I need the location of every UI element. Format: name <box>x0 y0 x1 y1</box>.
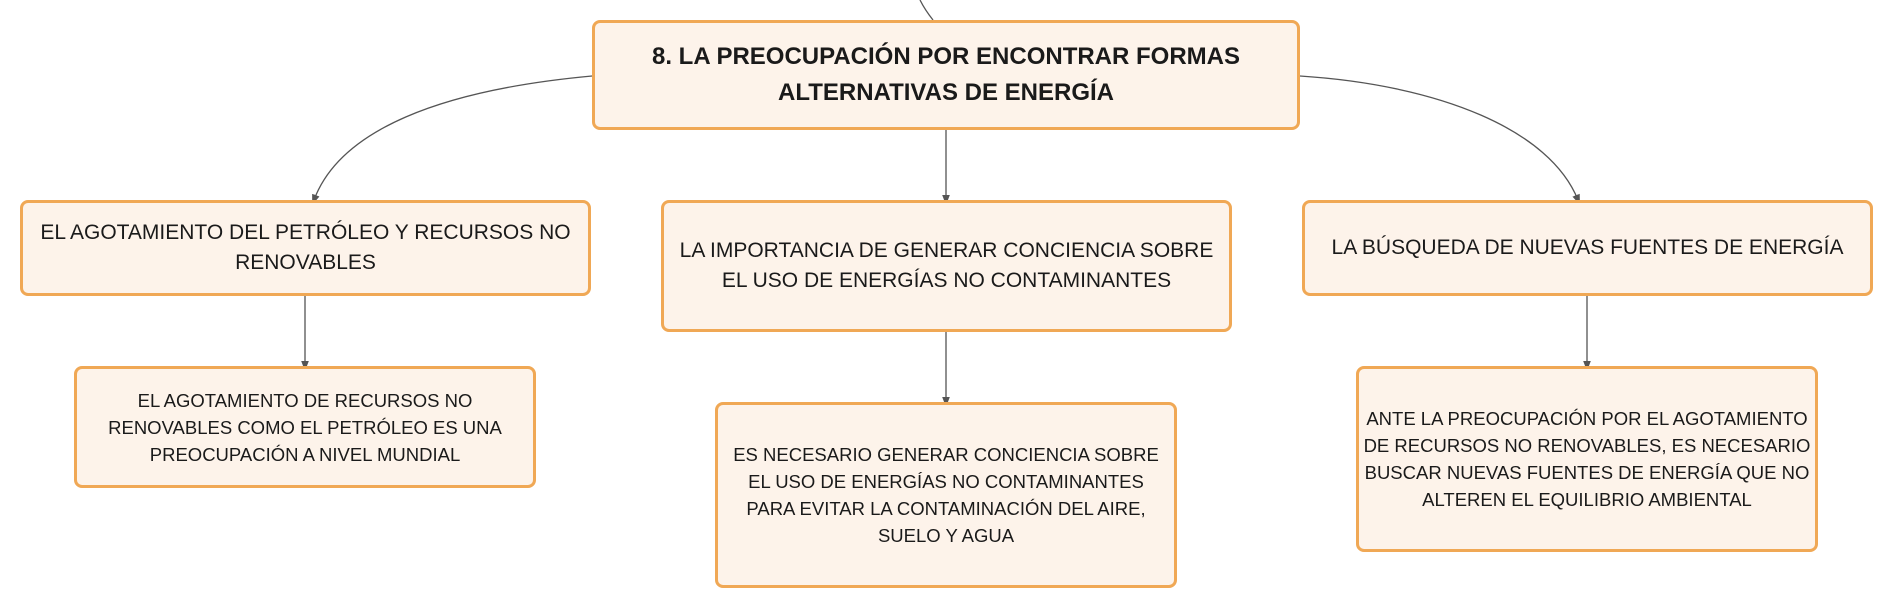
detail-node-3-text: ANTE LA PREOCUPACIÓN POR EL AGOTAMIENTO DE RECURSOS NO RENOVABLES, ES NECESARIO BUSCAR NUEVAS FUENTES DE ENERGÍA QUE NO ALTEREN EL EQUILIBRIO AMBIENTAL <box>1363 408 1811 510</box>
connector-root-to-branch-3 <box>1300 76 1578 200</box>
incoming-connector <box>920 0 933 20</box>
root-node <box>592 20 1300 130</box>
connector-root-to-branch-1 <box>314 76 592 200</box>
root-node-text: 8. LA PREOCUPACIÓN POR ENCONTRAR FORMAS ALTERNATIVAS DE ENERGÍA <box>651 43 1241 106</box>
detail-node-2 <box>715 402 1177 588</box>
detail-node-2-text: ES NECESARIO GENERAR CONCIENCIA SOBRE EL USO DE ENERGÍAS NO CONTAMINANTES PARA EVITAR LA CONTAMINACIÓN DEL AIRE, SUELO Y AGUA <box>733 444 1159 546</box>
detail-node-1 <box>74 366 536 488</box>
branch-node-3 <box>1302 200 1873 296</box>
branch-node-3-text: LA BÚSQUEDA DE NUEVAS FUENTES DE ENERGÍA <box>1331 236 1844 259</box>
branch-node-1-text: EL AGOTAMIENTO DEL PETRÓLEO Y RECURSOS NO RENOVABLES <box>40 221 571 274</box>
branch-node-1 <box>20 200 591 296</box>
detail-node-1-text: EL AGOTAMIENTO DE RECURSOS NO RENOVABLES COMO EL PETRÓLEO ES UNA PREOCUPACIÓN A NIVEL MUNDIAL <box>108 389 502 465</box>
branch-node-2 <box>661 200 1232 332</box>
detail-node-3 <box>1356 366 1818 552</box>
branch-node-2-text: LA IMPORTANCIA DE GENERAR CONCIENCIA SOBRE EL USO DE ENERGÍAS NO CONTAMINANTES <box>679 239 1214 292</box>
